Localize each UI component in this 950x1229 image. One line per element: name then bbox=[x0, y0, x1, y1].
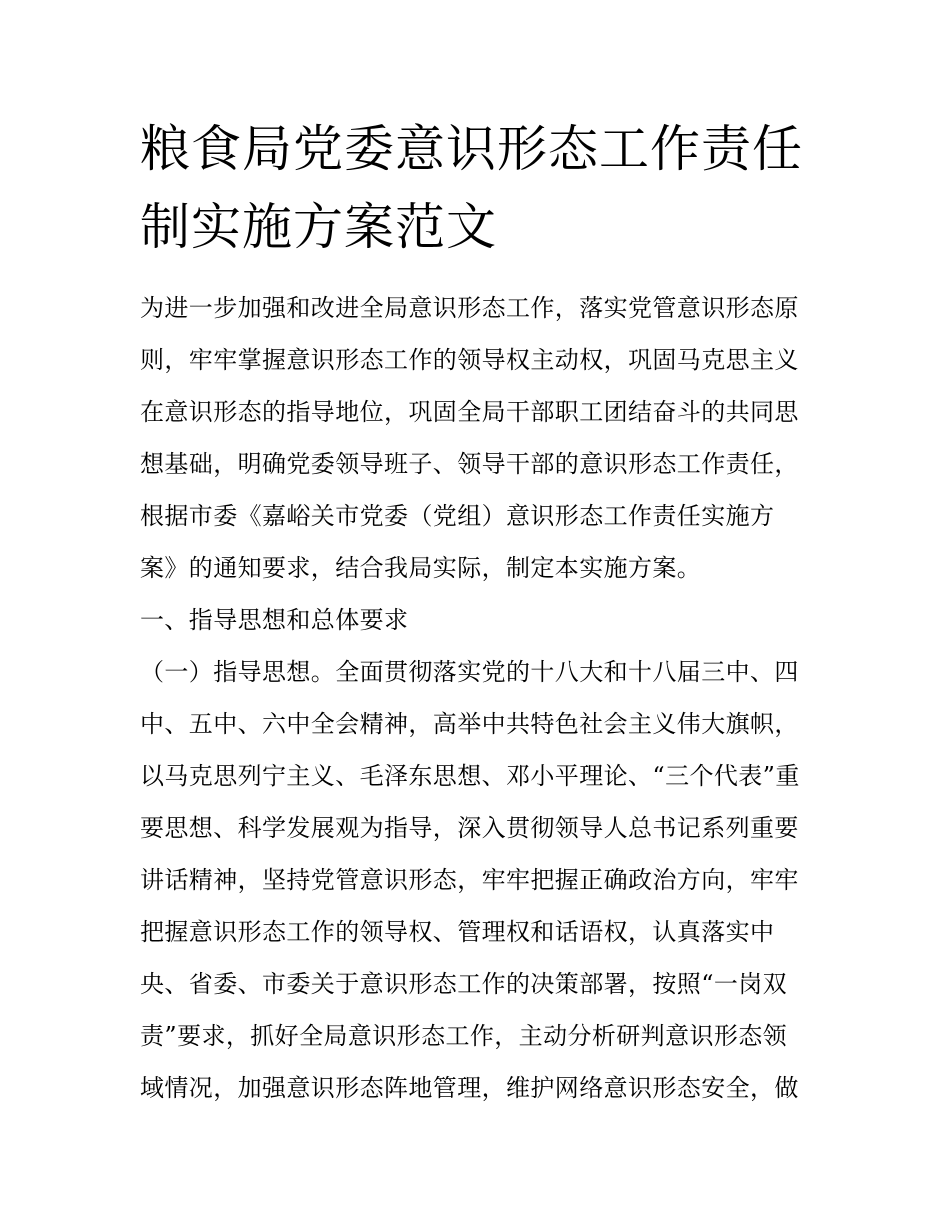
body-line: 把握意识形态工作的领导权、管理权和话语权，认真落实中 bbox=[140, 918, 775, 946]
document-title bbox=[140, 110, 820, 266]
body-line: 以马克思列宁主义、毛泽东思想、邓小平理论、“三个代表”重 bbox=[140, 762, 800, 790]
body-line: 要思想、科学发展观为指导，深入贯彻领导人总书记系列重要 bbox=[140, 814, 799, 842]
body-line: 为进一步加强和改进全局意识形态工作，落实党管意识形态原 bbox=[140, 294, 799, 322]
body-line: 中、五中、六中全会精神，高举中共特色社会主义伟大旗帜， bbox=[140, 710, 799, 738]
body-line: 在意识形态的指导地位，巩固全局干部职工团结奋斗的共同思 bbox=[140, 398, 799, 426]
body-line: 央、省委、市委关于意识形态工作的决策部署，按照“一岗双 bbox=[140, 970, 788, 998]
body-line: （一）指导思想。全面贯彻落实党的十八大和十八届三中、四 bbox=[140, 658, 799, 686]
body-line: 域情况，加强意识形态阵地管理，维护网络意识形态安全，做 bbox=[140, 1074, 799, 1102]
body-line: 想基础，明确党委领导班子、领导干部的意识形态工作责任， bbox=[140, 450, 799, 478]
title-line-2: 制实施方案范文 bbox=[140, 198, 497, 256]
body-line: 则，牢牢掌握意识形态工作的领导权主动权，巩固马克思主义 bbox=[140, 346, 799, 374]
title-line-1: 粮食局党委意识形态工作责任 bbox=[140, 120, 803, 178]
body-line: 根据市委《嘉峪关市党委（党组）意识形态工作责任实施方 bbox=[140, 502, 775, 530]
body-line: 案》的通知要求，结合我局实际，制定本实施方案。 bbox=[140, 554, 702, 582]
document-body bbox=[140, 282, 840, 1114]
section-heading: 一、指导思想和总体要求 bbox=[140, 606, 409, 634]
body-line: 讲话精神，坚持党管意识形态，牢牢把握正确政治方向，牢牢 bbox=[140, 866, 799, 894]
body-line: 责”要求，抓好全局意识形态工作，主动分析研判意识形态领 bbox=[140, 1022, 788, 1050]
